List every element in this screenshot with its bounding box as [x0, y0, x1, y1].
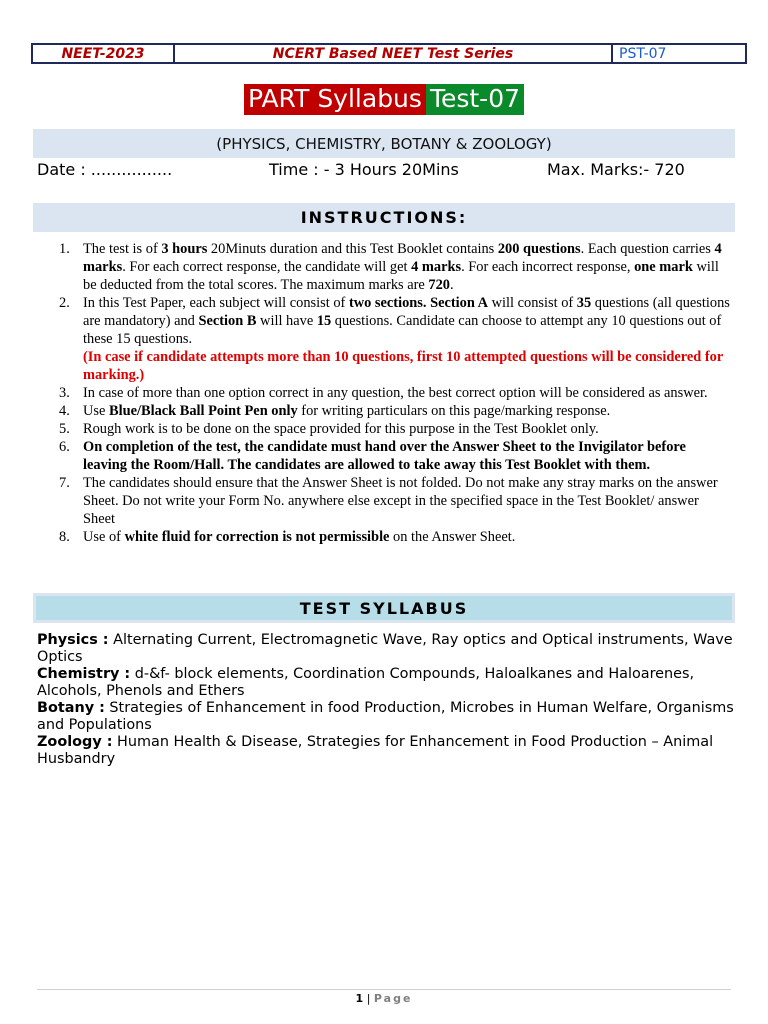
exam-time: Time : - 3 Hours 20Mins [269, 160, 459, 179]
instruction-item: 5. Rough work is to be done on the space provided for this purpose in the Test Booklet only. [59, 421, 599, 437]
instruction-item: 7. The candidates should ensure that the Answer Sheet is not folded. Do not make any stray marks on the answer Sheet. Do not write your Form No. anywhere else except in the specified space in the Test Booklet/ answer Sheet [59, 475, 718, 527]
header-table [31, 43, 747, 64]
subjects-bar: (PHYSICS, CHEMISTRY, BOTANY & ZOOLOGY) [33, 129, 735, 158]
marking-warning: (In case if candidate attempts more than 10 questions, first 10 attempted questions will be considered for marking.) [83, 349, 723, 383]
page-separator: | [363, 992, 374, 1005]
syllabus-heading-bar [33, 593, 735, 623]
title-test-number: Test-07 [426, 84, 524, 115]
footer-divider [37, 989, 731, 990]
instruction-item: 4. Use Blue/Black Ball Point Pen only for writing particulars on this page/marking response. [59, 403, 611, 419]
syllabus-item-chemistry: Chemistry : d-&f- block elements, Coordination Compounds, Haloalkanes and Haloarenes, Alcohols, Phenols and Ethers [37, 666, 695, 699]
instruction-item: 6. On completion of the test, the candidate must hand over the Answer Sheet to the Invigilator before leaving the Room/Hall. The candidates are allowed to take away this Test Booklet with them. [59, 439, 686, 473]
instruction-item: 8. Use of white fluid for correction is not permissible on the Answer Sheet. [59, 529, 516, 545]
syllabus-item-zoology: Zoology : Human Health & Disease, Strategies for Enhancement in Food Production – Animal Husbandry [37, 734, 714, 767]
instructions-list [59, 240, 733, 546]
page-footer [0, 992, 768, 1005]
instruction-item: 2. In this Test Paper, each subject will consist of two sections. Section A will consist of 35 questions (all questions are mandatory) and Section B will have 15 questions. Candidate can choose to attempt any 10 questions out of these 15 questions. (In case if candidate attempts more than 10 questions, first 10 attempted questions will be considered for marking.) [83, 294, 733, 384]
exam-meta [37, 160, 737, 180]
instruction-item: 1. The test is of 3 hours 20Minuts duration and this Test Booklet contains 200 questions. Each question carries 4 marks. For each correct response, the candidate will get 4 marks. For each incorrect response, one mark will be deducted from the total scores. The maximum marks are 720. [59, 241, 722, 293]
exam-name: NEET-2023 [33, 45, 175, 62]
syllabus-item-botany: Botany : Strategies of Enhancement in food Production, Microbes in Human Welfare, Organisms and Populations [37, 700, 734, 733]
instruction-item: 3. In case of more than one option correct in any question, the best correct option will be considered as answer. [59, 385, 708, 401]
page-title [0, 84, 768, 115]
title-part-syllabus: PART Syllabus [244, 84, 426, 115]
series-name: NCERT Based NEET Test Series [175, 45, 613, 62]
page-number: 1 [355, 992, 364, 1005]
exam-max-marks: Max. Marks:- 720 [547, 160, 685, 179]
syllabus-heading: TEST SYLLABUS [36, 596, 732, 620]
syllabus-item-physics: Physics : Alternating Current, Electromagnetic Wave, Ray optics and Optical instruments, Wave Optics [37, 632, 733, 665]
test-code: PST-07 [619, 45, 667, 62]
instructions-heading: INSTRUCTIONS: [33, 203, 735, 232]
syllabus-list [37, 632, 737, 768]
page-label: Page [373, 992, 413, 1005]
exam-date: Date : ................ [37, 160, 173, 179]
